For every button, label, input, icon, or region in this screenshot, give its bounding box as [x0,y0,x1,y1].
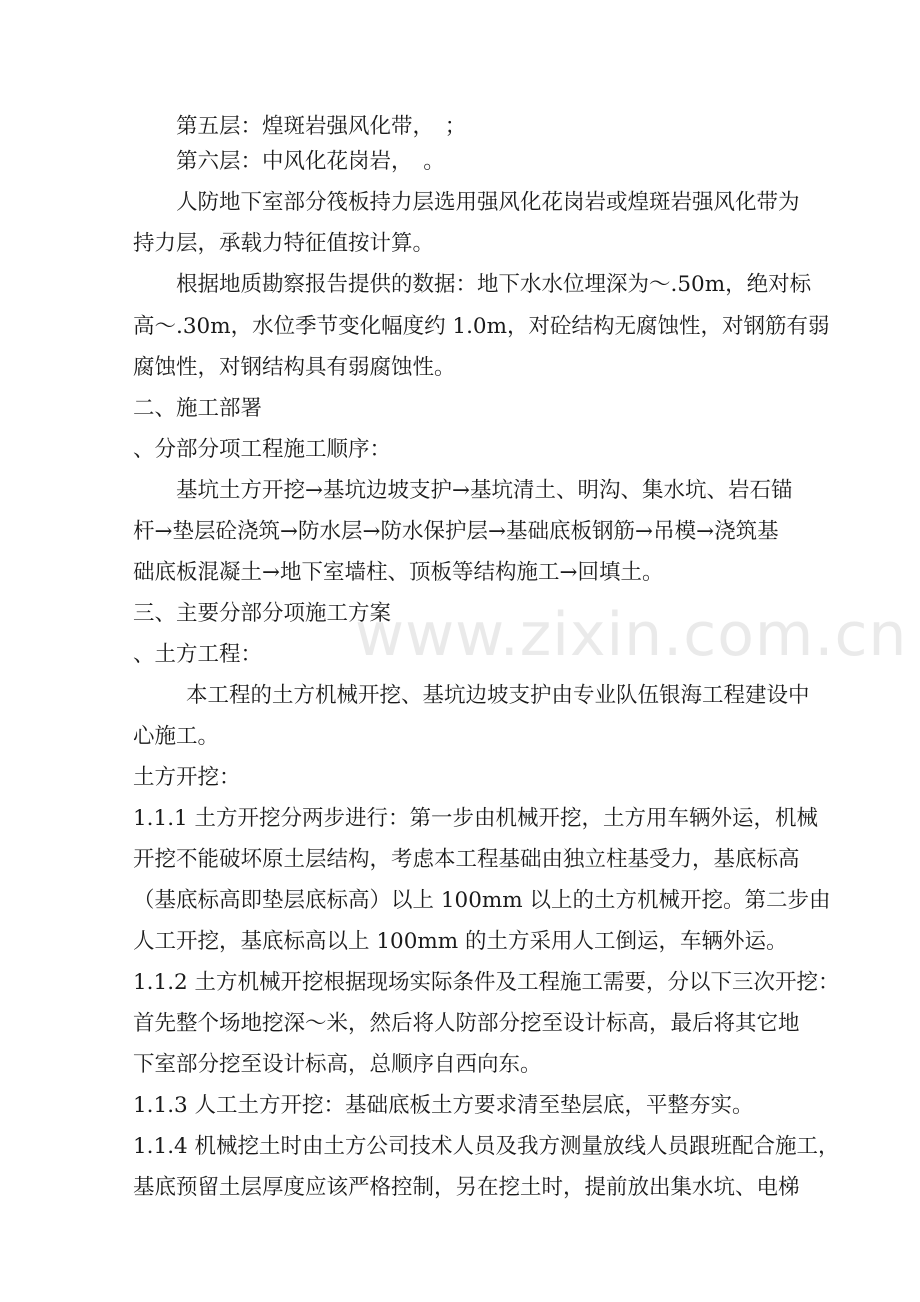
watermark: www.zixin.com.cn [355,600,908,670]
text-line: 开挖不能破坏原土层结构，考虑本工程基础由独立柱基受力，基底标高 [133,847,800,872]
text-line: 持力层，承载力特征值按计算。 [133,231,435,256]
text-line: 下室部分挖至设计标高，总顺序自西向东。 [133,1052,542,1077]
text-line: 第五层：煌斑岩强风化带， ； [176,114,467,139]
text-line: 本工程的土方机械开挖、基坑边坡支护由专业队伍银海工程建设中 [186,683,810,708]
subsection-heading: 、土方工程： [133,642,263,667]
text-line: 1.1.4 机械挖土时由土方公司技术人员及我方测量放线人员跟班配合施工， [133,1134,840,1159]
text-line: 首先整个场地挖深～米，然后将人防部分挖至设计标高，最后将其它地 [133,1011,800,1036]
text-line: 高～.30m，水位季节变化幅度约 1.0m，对砼结构无腐蚀性，对钢筋有弱 [133,314,830,339]
text-line: 1.1.1 土方开挖分两步进行：第一步由机械开挖，土方用车辆外运，机械 [133,806,819,831]
text-line: 心施工。 [133,724,220,749]
text-line: 第六层：中风化花岗岩， 。 [176,149,445,174]
text-line: 基坑土方开挖→基坑边坡支护→基坑清土、明沟、集水坑、岩石锚 [176,478,793,503]
text-line: 人工开挖，基底标高以上 100mm 的土方采用人工倒运，车辆外运。 [133,929,788,954]
subsection-heading: 、分部分项工程施工顺序： [133,437,392,462]
text-line: 基底预留土层厚度应该严格控制，另在挖土时，提前放出集水坑、电梯 [133,1175,800,1200]
text-line: 1.1.2 土方机械开挖根据现场实际条件及工程施工需要，分以下三次开挖： [133,970,840,995]
text-line: 根据地质勘察报告提供的数据：地下水水位埋深为～.50m，绝对标 [176,272,812,297]
text-line: 人防地下室部分筏板持力层选用强风化花岗岩或煌斑岩强风化带为 [176,190,800,215]
text-line: 1.1.3 人工土方开挖：基础底板土方要求清至垫层底，平整夯实。 [133,1093,754,1118]
text-line: 础底板混凝土→地下室墙柱、顶板等结构施工→回填土。 [133,560,664,585]
text-line: 腐蚀性，对钢结构具有弱腐蚀性。 [133,355,456,380]
section-heading: 二、施工部署 [133,396,263,421]
text-line: 杆→垫层砼浇筑→防水层→防水保护层→基础底板钢筋→吊模→浇筑基 [133,519,779,544]
subsection-heading: 土方开挖： [133,765,241,790]
section-heading: 三、主要分部分项施工方案 [133,601,392,626]
text-line: （基底标高即垫层底标高）以上 100mm 以上的土方机械开挖。第二步由 [133,888,831,913]
